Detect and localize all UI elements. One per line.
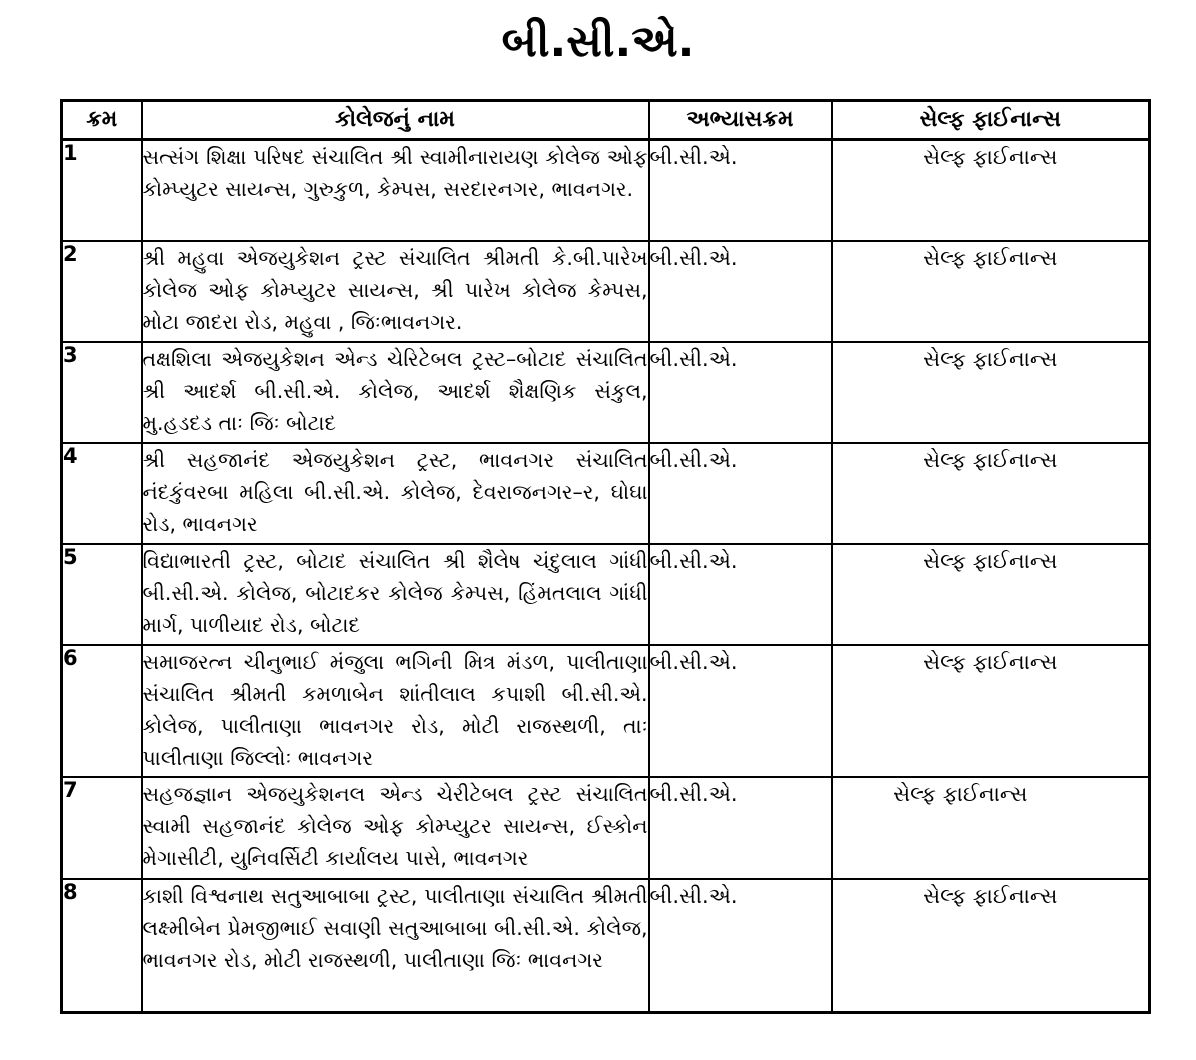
row-number: 6 xyxy=(62,645,142,777)
course-name: બી.સી.એ. xyxy=(649,140,832,241)
finance-type: સેલ્ફ ફાઈનાન્સ xyxy=(832,443,1150,544)
course-name: બી.સી.એ. xyxy=(649,879,832,1013)
college-name: સહજજ્ઞાન એજયુકેશનલ એન્ડ ચેરીટેબલ ટ્રસ્ટ સંચાલિત સ્વામી સહજાનંદ કોલેજ ઓફ કોમ્પ્યુટર સાયન્સ, ઈસ્કોન મેગાસીટી, યુનિવર્સિટી કાર્યાલય પાસે, ભાવનગર xyxy=(142,777,649,879)
page-title: બી.સી.એ. xyxy=(501,16,695,67)
course-name: બી.સી.એ. xyxy=(649,645,832,777)
course-name: બી.સી.એ. xyxy=(649,443,832,544)
row-number: 3 xyxy=(62,342,142,443)
college-name: શ્રી મહુવા એજયુકેશન ટ્રસ્ટ સંચાલિત શ્રીમતી કે.બી.પારેખ કોલેજ ઓફ કોમ્પ્યુટર સાયન્સ, શ્રી પારેખ કોલેજ કેમ્પસ, મોટા જાદરા રોડ, મહુવા , જિઃભાવનગર. xyxy=(142,241,649,342)
finance-type: સેલ્ફ ફાઈનાન્સ xyxy=(832,342,1150,443)
table-row xyxy=(62,241,1150,342)
table-row xyxy=(62,140,1150,241)
college-name: વિદ્યાભારતી ટ્રસ્ટ, બોટાદ સંચાલિત શ્રી શૈલેષ ચંદુલાલ ગાંધી બી.સી.એ. કોલેજ, બોટાદકર કોલેજ કેમ્પસ, હિંમતલાલ ગાંધી માર્ગ, પાળીયાદ રોડ, બોટાદ xyxy=(142,544,649,645)
college-table xyxy=(60,99,1151,1014)
table-header-row xyxy=(62,101,1150,140)
college-name: સમાજરત્ન ચીનુભાઈ મંજુલા ભગિની મિત્ર મંડળ, પાલીતાણા સંચાલિત શ્રીમતી કમળાબેન શાંતીલાલ કપાશી બી.સી.એ. કોલેજ, પાલીતાણા ભાવનગર રોડ, મોટી રાજસ્થળી, તાઃ પાલીતાણા જિલ્લોઃ ભાવનગર xyxy=(142,645,649,777)
college-name: તક્ષશિલા એજયુકેશન એન્ડ ચેરિટેબલ ટ્રસ્ટ–બોટાદ સંચાલિત શ્રી આદર્શ બી.સી.એ. કોલેજ, આદર્શ શૈક્ષણિક સંકુલ, મુ.હડદડ તાઃ જિઃ બોટાદ xyxy=(142,342,649,443)
course-name: બી.સી.એ. xyxy=(649,544,832,645)
row-number: 1 xyxy=(62,140,142,241)
finance-type: સેલ્ફ ફાઈનાન્સ xyxy=(832,140,1150,241)
finance-type: સેલ્ફ ફાઈનાન્સ xyxy=(832,879,1150,1013)
college-name: શ્રી સહજાનંદ એજયુકેશન ટ્રસ્ટ, ભાવનગર સંચાલિત નંદકુંવરબા મહિલા બી.સી.એ. કોલેજ, દેવરાજનગર–ર, ઘોઘા રોડ, ભાવનગર xyxy=(142,443,649,544)
row-number: 7 xyxy=(62,777,142,879)
column-header-sno: ક્રમ xyxy=(62,101,142,140)
column-header-finance: સેલ્ફ ફાઈનાન્સ xyxy=(832,101,1150,140)
course-name: બી.સી.એ. xyxy=(649,342,832,443)
finance-type: સેલ્ફ ફાઈનાન્સ xyxy=(832,241,1150,342)
row-number: 5 xyxy=(62,544,142,645)
table-row xyxy=(62,879,1150,1013)
college-name: સત્સંગ શિક્ષા પરિષદ સંચાલિત શ્રી સ્વામીનારાયણ કોલેજ ઓફ કોમ્પ્યુટર સાયન્સ, ગુરુકુળ, કેમ્પસ, સરદારનગર, ભાવનગર. xyxy=(142,140,649,241)
finance-type: સેલ્ફ ફાઈનાન્સ xyxy=(832,777,1150,879)
finance-type: સેલ્ફ ફાઈનાન્સ xyxy=(832,544,1150,645)
column-header-college: કોલેજનું નામ xyxy=(142,101,649,140)
finance-type: સેલ્ફ ફાઈનાન્સ xyxy=(832,645,1150,777)
course-name: બી.સી.એ. xyxy=(649,777,832,879)
table-row xyxy=(62,443,1150,544)
row-number: 2 xyxy=(62,241,142,342)
row-number: 4 xyxy=(62,443,142,544)
college-name: કાશી વિશ્વનાથ સતુઆબાબા ટ્રસ્ટ, પાલીતાણા સંચાલિત શ્રીમતી લક્ષ્મીબેન પ્રેમજીભાઈ સવાણી સતુઆબાબા બી.સી.એ. કોલેજ, ભાવનગર રોડ, મોટી રાજસ્થળી, પાલીતાણા જિઃ ભાવનગર xyxy=(142,879,649,1013)
table-row xyxy=(62,342,1150,443)
table-row xyxy=(62,777,1150,879)
table-row xyxy=(62,544,1150,645)
course-name: બી.સી.એ. xyxy=(649,241,832,342)
column-header-course: અભ્યાસક્રમ xyxy=(649,101,832,140)
row-number: 8 xyxy=(62,879,142,1013)
table-row xyxy=(62,645,1150,777)
